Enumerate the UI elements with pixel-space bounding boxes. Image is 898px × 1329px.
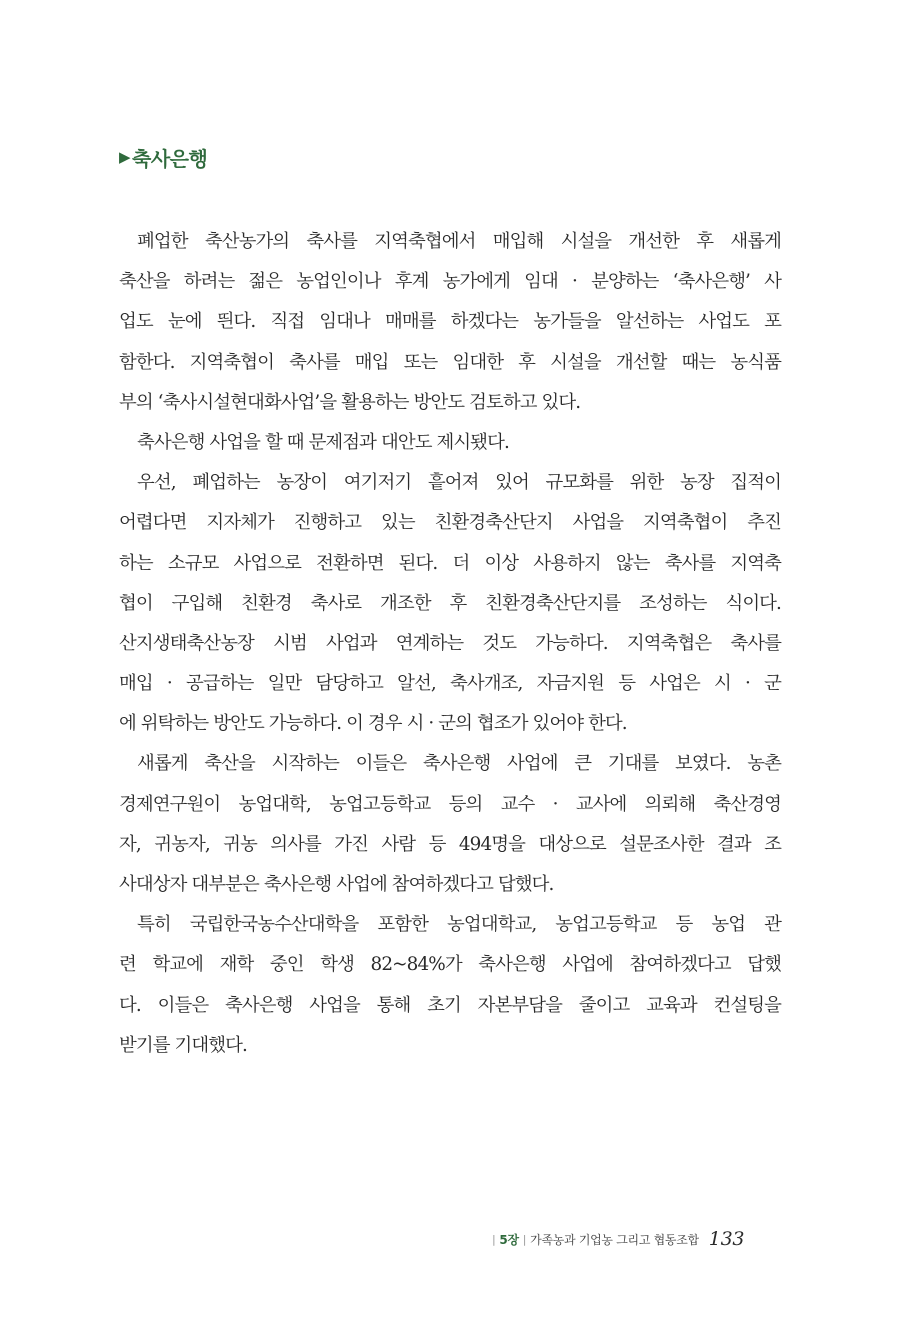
divider: |	[492, 1232, 496, 1246]
text-line: 협이 구입해 친환경 축사로 개조한 후 친환경축산단지를 조성하는 식이다.	[119, 592, 781, 614]
text-line: 다. 이들은 축사은행 사업을 통해 초기 자본부담을 줄이고 교육과 컨설팅을	[119, 994, 781, 1016]
text-line: 경제연구원이 농업대학, 농업고등학교 등의 교수 · 교사에 의뢰해 축산경영	[119, 793, 781, 815]
page-number: 133	[708, 1228, 745, 1250]
text-line: 폐업한 축산농가의 축사를 지역축협에서 매입해 시설을 개선한 후 새롭게	[137, 231, 781, 252]
text-line: 산지생태축산농장 시범 사업과 연계하는 것도 가능하다. 지역축협은 축사를	[119, 632, 781, 654]
text-line: 특히 국립한국농수산대학을 포함한 농업대학교, 농업고등학교 등 농업 관	[137, 914, 781, 936]
text-line: 축사은행 사업을 할 때 문제점과 대안도 제시됐다.	[137, 431, 509, 453]
text-line: 받기를 기대했다.	[119, 1034, 247, 1056]
text-line: 우선, 폐업하는 농장이 여기저기 흩어져 있어 규모화를 위한 농장 집적이	[137, 472, 781, 494]
text-line: 함한다. 지역축협이 축사를 매입 또는 임대한 후 시설을 개선할 때는 농식품	[119, 351, 781, 373]
text-line: 부의 ‘축사시설현대화사업’을 활용하는 방안도 검토하고 있다.	[119, 391, 581, 413]
body-text	[119, 222, 781, 1066]
text-line: 업도 눈에 띈다. 직접 임대나 매매를 하겠다는 농가들을 알선하는 사업도 포	[119, 311, 781, 333]
section-title: 축사은행	[132, 146, 208, 171]
section-heading	[119, 140, 207, 174]
text-line: 자, 귀농자, 귀농 의사를 가진 사람 등 494명을 대상으로 설문조사한 결과 조	[119, 833, 781, 855]
text-line: 에 위탁하는 방안도 가능하다. 이 경우 시 · 군의 협조가 있어야 한다.	[119, 713, 627, 735]
text-line: 매입 · 공급하는 일만 담당하고 알선, 축사개조, 자금지원 등 사업은 시 · 군	[119, 673, 781, 695]
divider: |	[522, 1232, 527, 1246]
text-line: 새롭게 축산을 시작하는 이들은 축사은행 사업에 큰 기대를 보였다. 농촌	[137, 753, 781, 775]
chapter-title: 가족농과 기업농 그리고 협동조합	[530, 1232, 699, 1247]
page-footer	[488, 1224, 744, 1254]
text-line: 사대상자 대부분은 축사은행 사업에 참여하겠다고 답했다.	[119, 874, 554, 895]
text-line: 축산을 하려는 젊은 농업인이나 후계 농가에게 임대 · 분양하는 ‘축사은행’ 사	[119, 271, 781, 293]
text-line: 하는 소규모 사업으로 전환하면 된다. 더 이상 사용하지 않는 축사를 지역축	[119, 552, 781, 574]
text-line: 어렵다면 지자체가 진행하고 있는 친환경축산단지 사업을 지역축협이 추진	[119, 512, 781, 534]
chapter-number: 5장	[499, 1232, 519, 1247]
text-line: 련 학교에 재학 중인 학생 82~84%가 축사은행 사업에 참여하겠다고 답했	[119, 954, 781, 976]
triangle-marker-icon: ▶	[119, 148, 131, 166]
